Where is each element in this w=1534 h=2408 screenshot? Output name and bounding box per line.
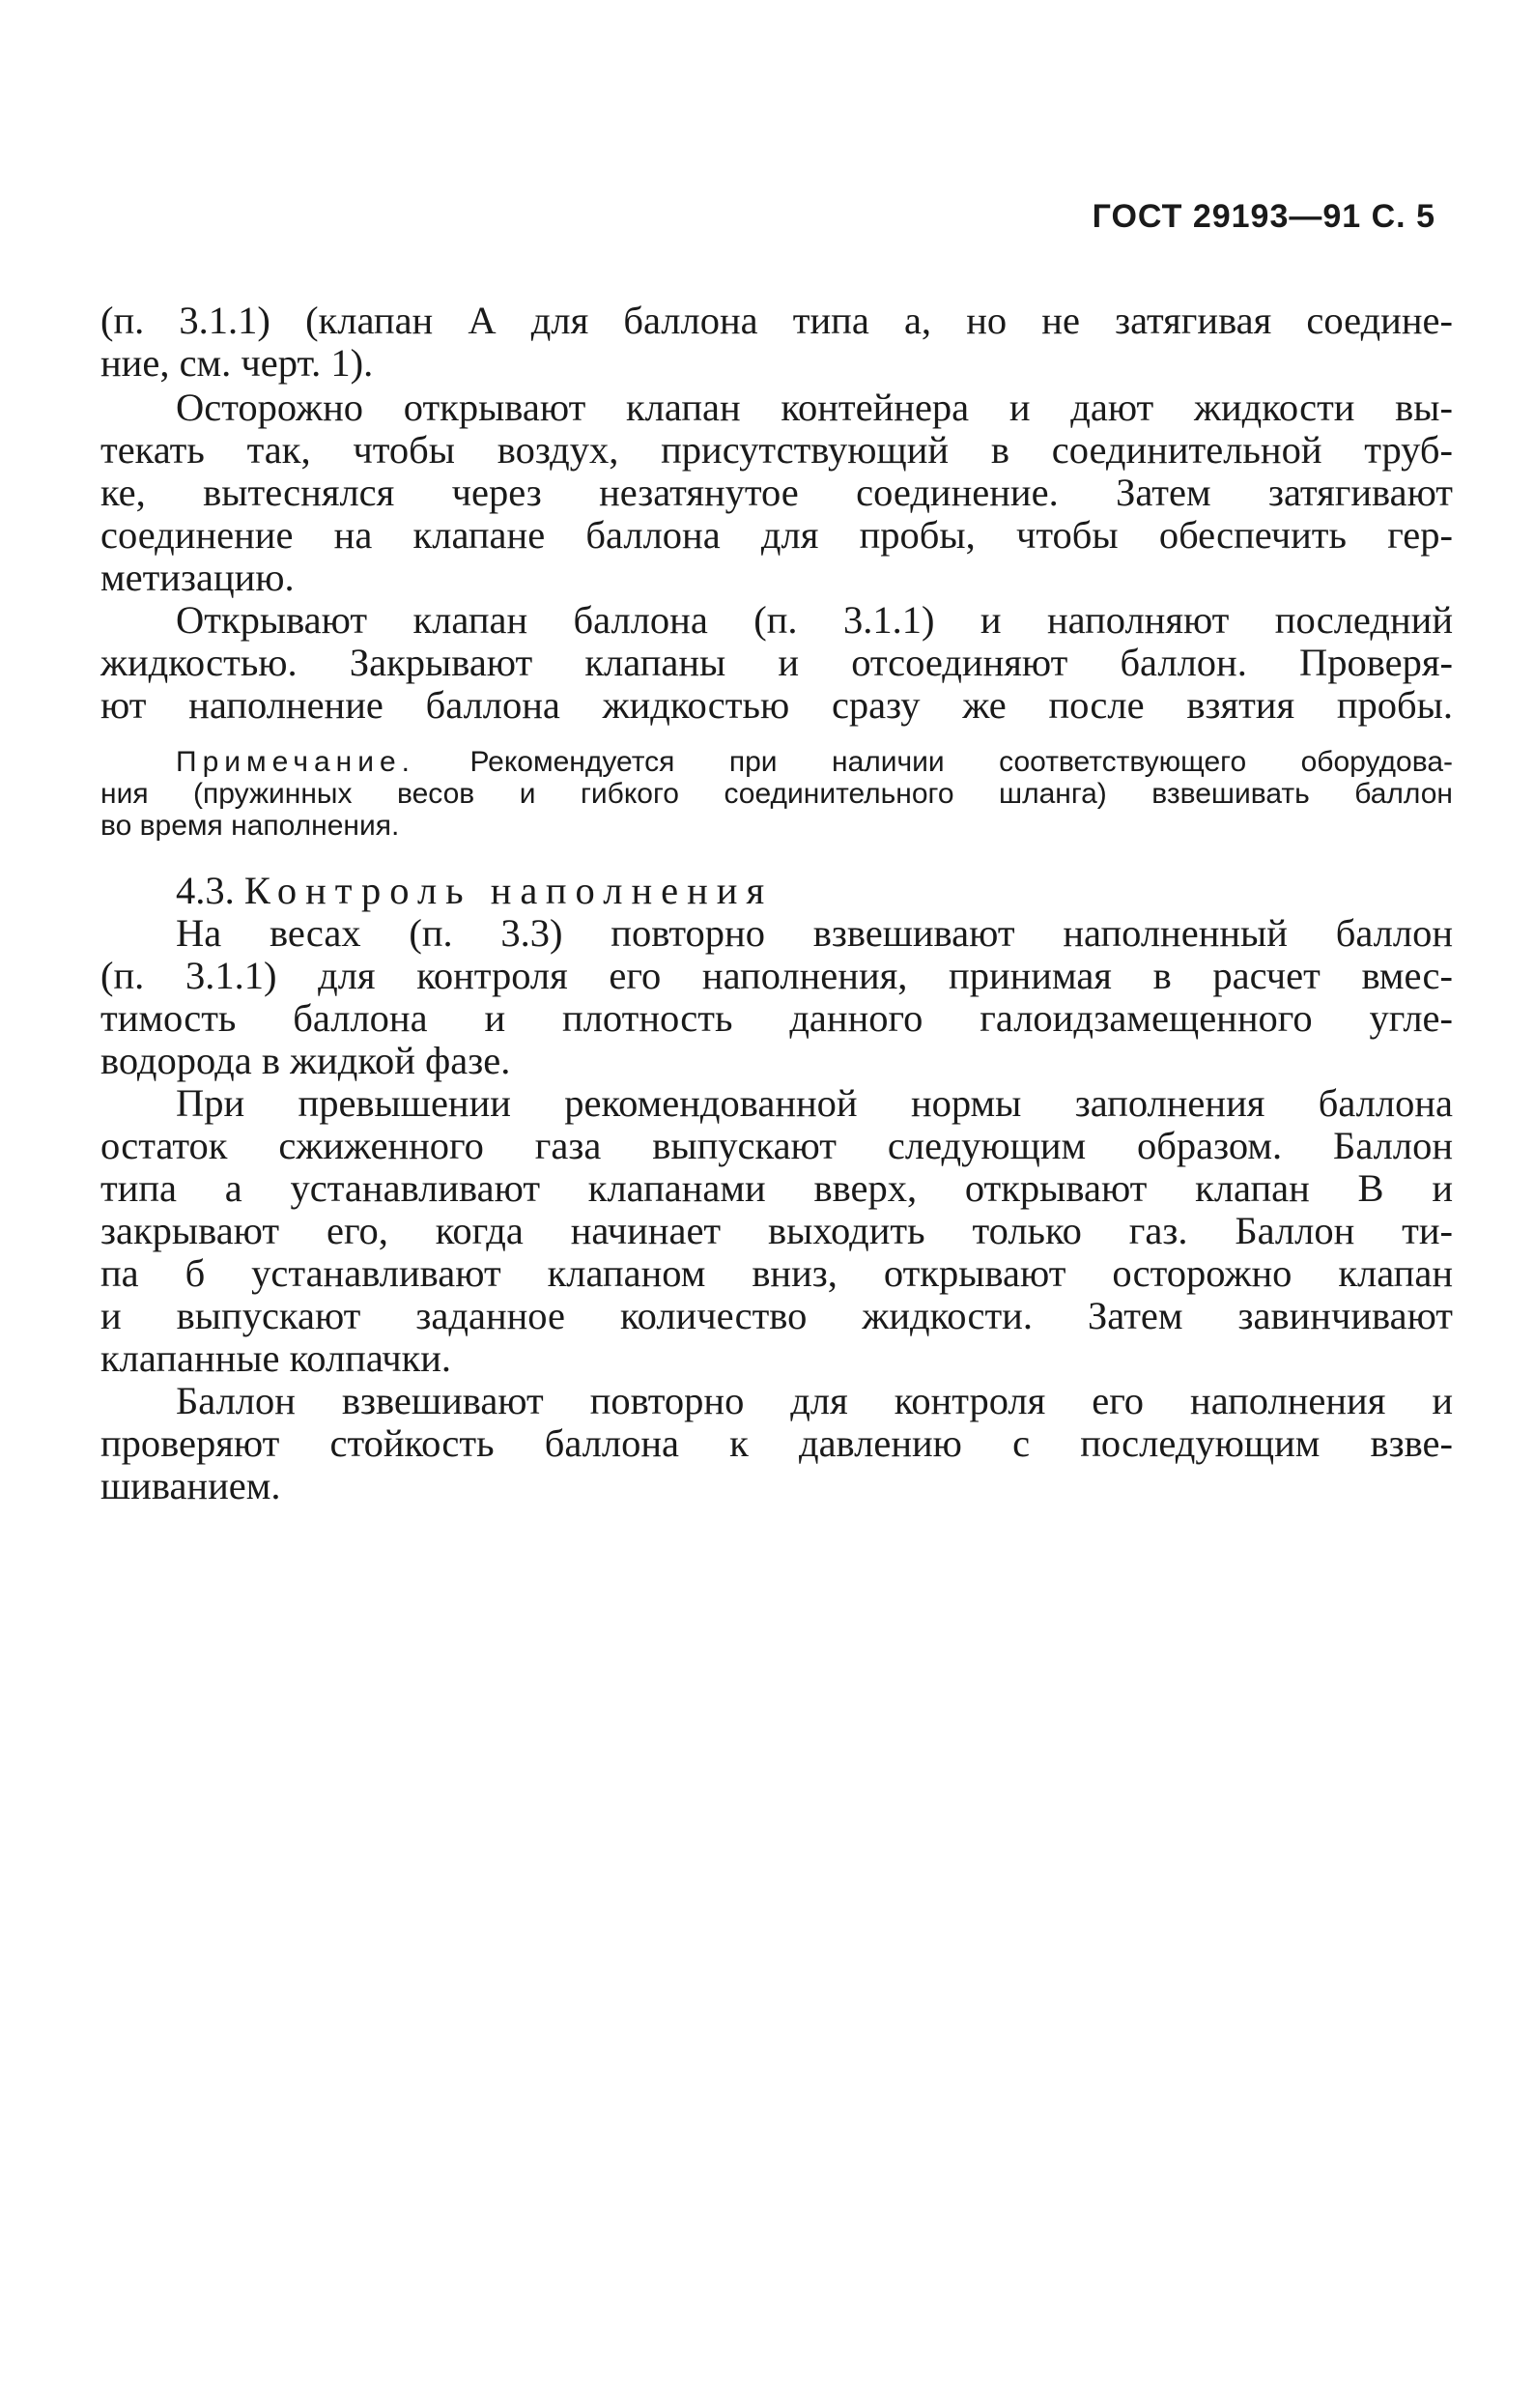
text-line: На весах (п. 3.3) повторно взвешивают наполненный баллон (176, 911, 1453, 955)
section-number: 4.3. (176, 869, 235, 912)
text-line: во время наполнения. (100, 810, 400, 842)
text-line: Баллон взвешивают повторно для контроля его наполнения и (176, 1379, 1453, 1422)
section-heading (100, 870, 1453, 912)
text-line: метизацию. (100, 556, 295, 599)
text-line: тимость баллона и плотность данного галоидзамещенного угле- (100, 996, 1453, 1040)
text-line: Открывают клапан баллона (п. 3.1.1) и наполняют последний (176, 598, 1453, 642)
text-line: жидкостью. Закрывают клапаны и отсоединяют баллон. Проверя- (100, 641, 1453, 684)
text-line: При превышении рекомендованной нормы заполнения баллона (176, 1081, 1453, 1125)
text-line: текать так, чтобы воздух, присутствующий в соединительной труб- (100, 428, 1453, 472)
section-title: Контроль наполнения (243, 869, 774, 912)
text-line: (п. 3.1.1) для контроля его наполнения, принимая в расчет вмес- (100, 954, 1453, 997)
text-line: закрывают его, когда начинает выходить только газ. Баллон ти- (100, 1209, 1453, 1252)
text-line: клапанные колпачки. (100, 1336, 452, 1380)
text-line: водорода в жидкой фазе. (100, 1039, 511, 1082)
paragraph-6 (100, 1380, 1453, 1507)
text-line: ния (пружинных весов и гибкого соединительного шланга) взвешивать баллон (100, 778, 1453, 810)
paragraph-4 (100, 912, 1453, 1082)
note-block (100, 746, 1453, 842)
text-line: и выпускают заданное количество жидкости. Затем завинчивают (100, 1294, 1453, 1337)
text-line: типа а устанавливают клапанами вверх, открывают клапан В и (100, 1166, 1453, 1210)
page-header: ГОСТ 29193—91 С. 5 (1092, 198, 1435, 235)
paragraph-1 (100, 300, 1453, 385)
note-text: Рекомендуется при наличии соответствующего оборудова- (469, 746, 1453, 778)
text-line: остаток сжиженного газа выпускают следующим образом. Баллон (100, 1124, 1453, 1167)
text-line: шиванием. (100, 1464, 281, 1507)
paragraph-3 (100, 599, 1453, 727)
text-line: ние, см. черт. 1). (100, 341, 374, 385)
text-line: ют наполнение баллона жидкостью сразу же после взятия пробы. (100, 683, 1453, 727)
note-line-first (100, 746, 1453, 778)
text-line: проверяют стойкость баллона к давлению с последующим взве- (100, 1421, 1453, 1465)
paragraph-5 (100, 1082, 1453, 1380)
section-heading-line (100, 870, 1453, 912)
text-line: соединение на клапане баллона для пробы, чтобы обеспечить гер- (100, 513, 1453, 557)
text-line: Осторожно открывают клапан контейнера и дают жидкости вы- (176, 386, 1453, 429)
text-line: ке, вытеснялся через незатянутое соединение. Затем затягивают (100, 471, 1453, 514)
text-line: па б устанавливают клапаном вниз, открывают осторожно клапан (100, 1251, 1453, 1295)
note-label: Примечание. (176, 746, 415, 778)
text-line: (п. 3.1.1) (клапан А для баллона типа а, но не затягивая соедине- (100, 299, 1453, 342)
paragraph-2 (100, 387, 1453, 599)
